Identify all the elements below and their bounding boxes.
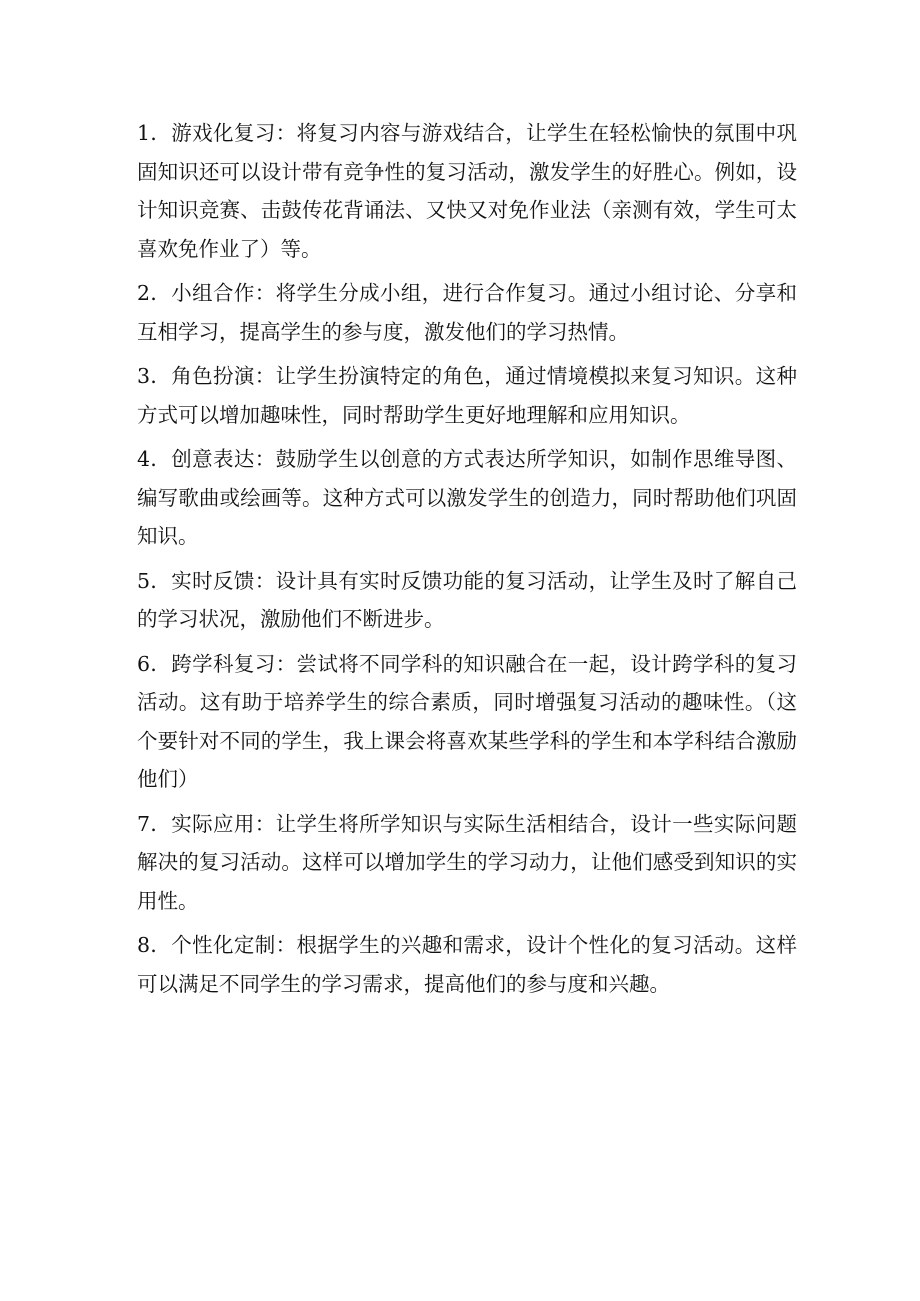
item-number: 6 (137, 651, 151, 676)
item-text: ．游戏化复习：将复习内容与游戏结合，让学生在轻松愉快的氛围中巩固知识还可以设计带有竞争性的复习活动，激发学生的好胜心。例如，设计知识竞赛、击鼓传花背诵法、又快又对免作业法（亲测有效，学生可太喜欢免作业了）等。 (137, 121, 797, 261)
list-item-3 (137, 357, 797, 434)
item-text: ．个性化定制：根据学生的兴趣和需求，设计个性化的复习活动。这样可以满足不同学生的学习需求，提高他们的参与度和兴趣。 (137, 933, 797, 996)
list-item-8 (137, 926, 797, 1003)
item-text: ．实际应用：让学生将所学知识与实际生活相结合，设计一些实际问题解决的复习活动。这样可以增加学生的学习动力，让他们感受到知识的实用性。 (137, 811, 797, 913)
list-item-6 (137, 645, 797, 799)
item-number: 2 (137, 281, 151, 305)
item-text: ．实时反馈：设计具有实时反馈功能的复习活动，让学生及时了解自己的学习状况，激励他们不断进步。 (137, 568, 797, 631)
item-number: 3 (137, 364, 151, 388)
item-number: 5 (137, 568, 151, 593)
item-number: 4 (137, 447, 151, 471)
list-item-2 (137, 274, 797, 351)
item-number: 7 (137, 811, 151, 836)
list-item-7 (137, 805, 797, 921)
item-number: 8 (137, 933, 151, 957)
item-text: ．创意表达：鼓励学生以创意的方式表达所学知识，如制作思维导图、编写歌曲或绘画等。这种方式可以激发学生的创造力，同时帮助他们巩固知识。 (137, 447, 797, 548)
list-item-1 (137, 114, 797, 268)
item-text: ．小组合作：将学生分成小组，进行合作复习。通过小组讨论、分享和互相学习，提高学生的参与度，激发他们的学习热情。 (137, 281, 797, 344)
item-number: 1 (137, 121, 151, 145)
list-item-4 (137, 440, 797, 556)
list-item-5 (137, 562, 797, 639)
item-text: ．角色扮演：让学生扮演特定的角色，通过情境模拟来复习知识。这种方式可以增加趣味性，同时帮助学生更好地理解和应用知识。 (137, 364, 797, 427)
document-body (137, 114, 797, 1009)
item-text: ．跨学科复习：尝试将不同学科的知识融合在一起，设计跨学科的复习活动。这有助于培养学生的综合素质，同时增强复习活动的趣味性。（这个要针对不同的学生，我上课会将喜欢某些学科的学生和本学科结合激励他们） (137, 651, 797, 791)
